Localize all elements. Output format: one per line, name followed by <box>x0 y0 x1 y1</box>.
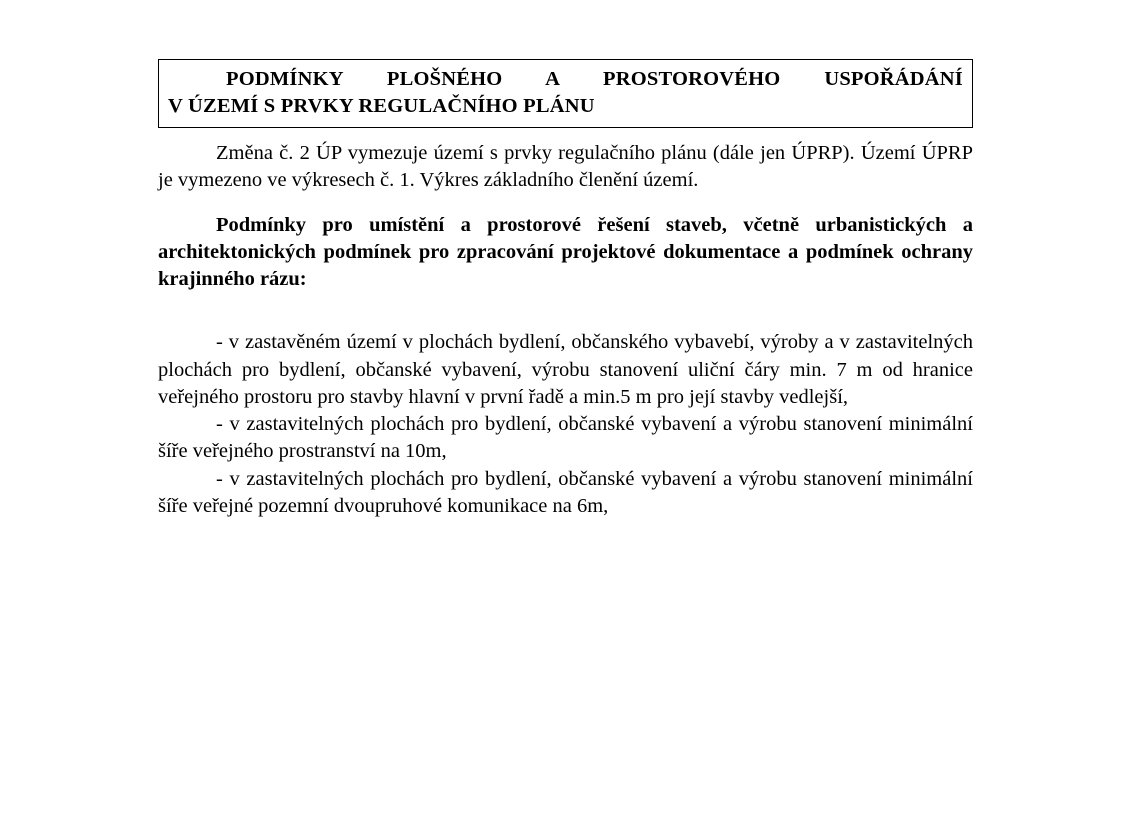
paragraph-intro: Změna č. 2 ÚP vymezuje území s prvky regulačního plánu (dále jen ÚPRP). Území ÚPRP je vymezeno ve výkresech č. 1. Výkres základního členění území. <box>158 142 973 192</box>
document-title-box <box>158 59 973 128</box>
spacer-before-list <box>158 293 973 329</box>
list-item-uliční-čára: - v zastavěném území v plochách bydlení, občanského vybavebí, výroby a v zastavitelných plochách pro bydlení, občanské vybavení, výrobu stanovení uliční čáry min. 7 m od hranice veřejného prostoru pro stavby hlavní v první řadě a min.5 m pro její stavby vedlejší, <box>158 331 973 408</box>
page-title-line-2: V ÚZEMÍ S PRVKY REGULAČNÍHO PLÁNU <box>168 95 595 118</box>
list-item-komunikace: - v zastavitelných plochách pro bydlení, občanské vybavení a výrobu stanovení minimální šíře veřejné pozemní dvoupruhové komunikace na 6m, <box>158 467 973 517</box>
paragraph-conditions-lead: Podmínky pro umístění a prostorové řešení staveb, včetně urbanistických a architektonických podmínek pro zpracování projektové dokumentace a podmínek ochrany krajinného rázu: <box>158 213 973 291</box>
spacer-after-title <box>158 128 973 140</box>
list-item-verejne-prostranstvi: - v zastavitelných plochách pro bydlení, občanské vybavení a výrobu stanovení minimální šíře veřejného prostranství na 10m, <box>158 413 973 463</box>
spacer-after-intro <box>158 195 973 212</box>
document-body <box>158 59 973 520</box>
page-title-line-1: PODMÍNKY PLOŠNÉHO A PROSTOROVÉHO USPOŘÁDÁNÍ <box>226 68 963 90</box>
